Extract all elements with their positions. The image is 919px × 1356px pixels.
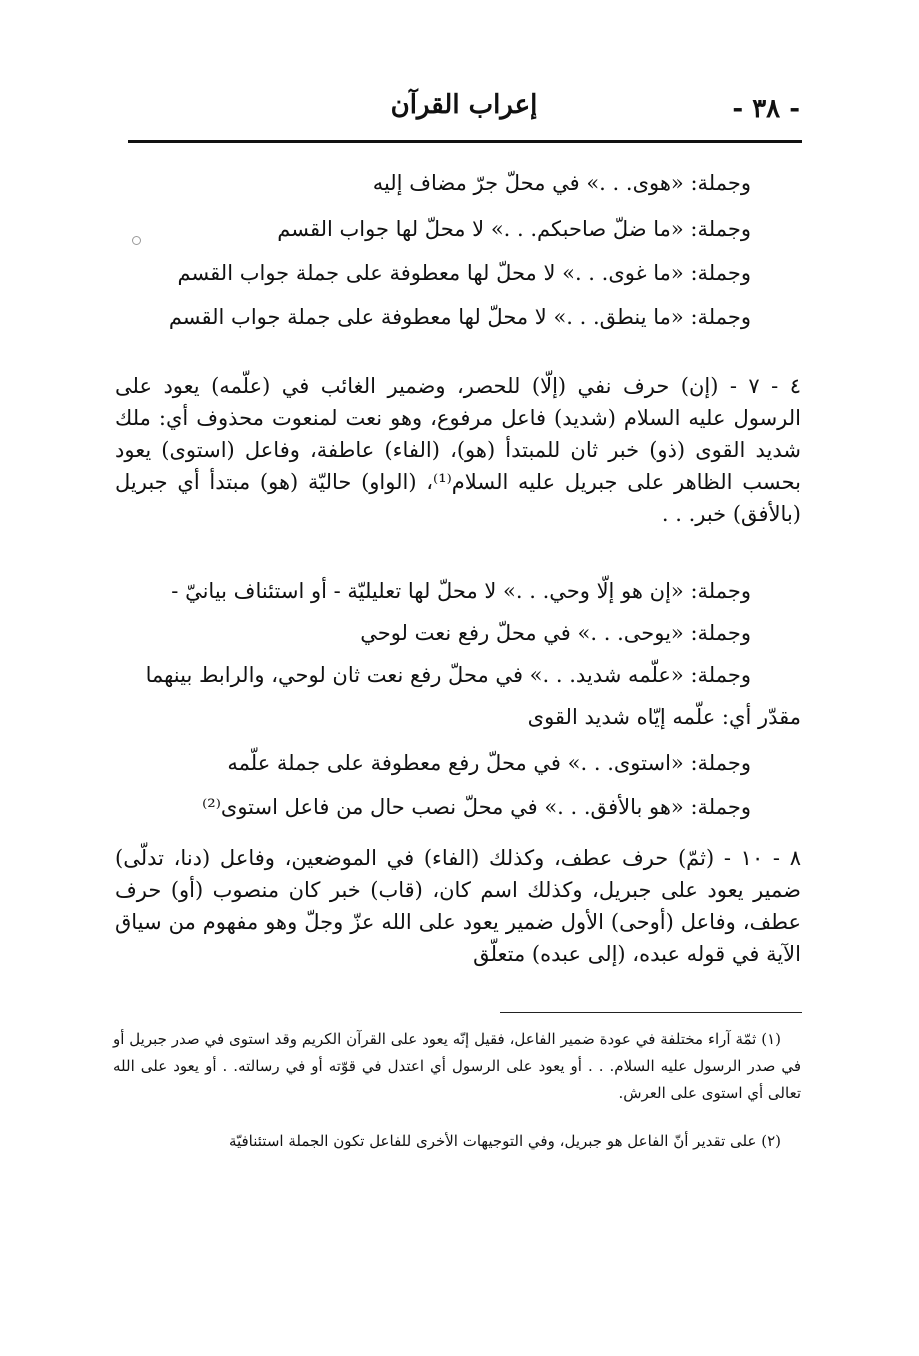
sentence-line: وجملة: «إن هو إلّا وحي. . .» لا محلّ لها تعليليّة - أو استئناف بيانيّ - <box>171 579 751 603</box>
sentence-line: وجملة: «ما ضلّ صاحبكم. . .» لا محلّ لها جواب القسم <box>277 217 751 241</box>
page-number: - ٣٨ - <box>732 94 800 124</box>
footnote-rule <box>500 1012 802 1013</box>
sentence-line: وجملة: «ما غوى. . .» لا محلّ لها معطوفة على جملة جواب القسم <box>177 261 751 285</box>
footnote-2: (٢) على تقدير أنّ الفاعل هو جبريل، وفي التوجيهات الأخرى للفاعل تكون الجملة استئنافيّة <box>228 1132 781 1150</box>
book-title: إعراب القرآن <box>390 90 538 120</box>
section-4-7-paragraph: ٤ - ٧ - (إن) حرف نفي (إلّا) للحصر، وضمير الغائب في (علّمه) يعود على الرسول عليه السلام (شديد) فاعل مرفوع، وهو نعت لمنعوت محذوف أي: ملك شديد القوى (ذو) خبر ثان للمبتدأ (هو)، (الفاء) عاطفة، وفاعل (استوى) يعود بحسب الظاهر على جبريل عليه السلام⁽¹⁾، (الواو) حاليّة (هو) مبتدأ أي جبريل (بالأفق) خبر. . . <box>115 374 801 526</box>
sentence-line: وجملة: «يوحى. . .» في محلّ رفع نعت لوحي <box>360 621 751 645</box>
sentence-line: وجملة: «هو بالأفق. . .» في محلّ نصب حال من فاعل استوى⁽²⁾ <box>202 795 751 819</box>
footnote-1: (١) ثمّة آراء مختلفة في عودة ضمير الفاعل، فقيل إنّه يعود على القرآن الكريم وقد استوى في صدر جبريل أو في صدر الرسول عليه السلام. . . أو يعود على الرسول أي اعتدل في قوّته أو في رسالته. . أو يعود على الله تعالى أي استوى على العرش. <box>113 1030 801 1102</box>
sentence-line: وجملة: «علّمه شديد. . .» في محلّ رفع نعت ثان لوحي، والرابط بينهما <box>145 663 751 687</box>
header-rule <box>128 140 802 143</box>
margin-mark <box>132 236 141 245</box>
sentence-line: مقدّر أي: علّمه إيّاه شديد القوى <box>527 705 801 729</box>
section-8-10-paragraph: ٨ - ١٠ - (ثمّ) حرف عطف، وكذلك (الفاء) في الموضعين، وفاعل (دنا، تدلّى) ضمير يعود على جبريل، وكذلك اسم كان، (قاب) خبر كان منصوب (أو) حرف عطف، وفاعل (أوحى) الأول ضمير يعود على الله عزّ وجلّ وهو مفهوم من سياق الآية في قوله عبده، (إلى عبده) متعلّق <box>115 846 801 966</box>
sentence-line: وجملة: «هوى. . .» في محلّ جرّ مضاف إليه <box>372 171 751 195</box>
sentence-line: وجملة: «استوى. . .» في محلّ رفع معطوفة على جملة علّمه <box>227 751 751 775</box>
page-header <box>128 90 800 134</box>
sentence-line: وجملة: «ما ينطق. . .» لا محلّ لها معطوفة على جملة جواب القسم <box>168 305 751 329</box>
